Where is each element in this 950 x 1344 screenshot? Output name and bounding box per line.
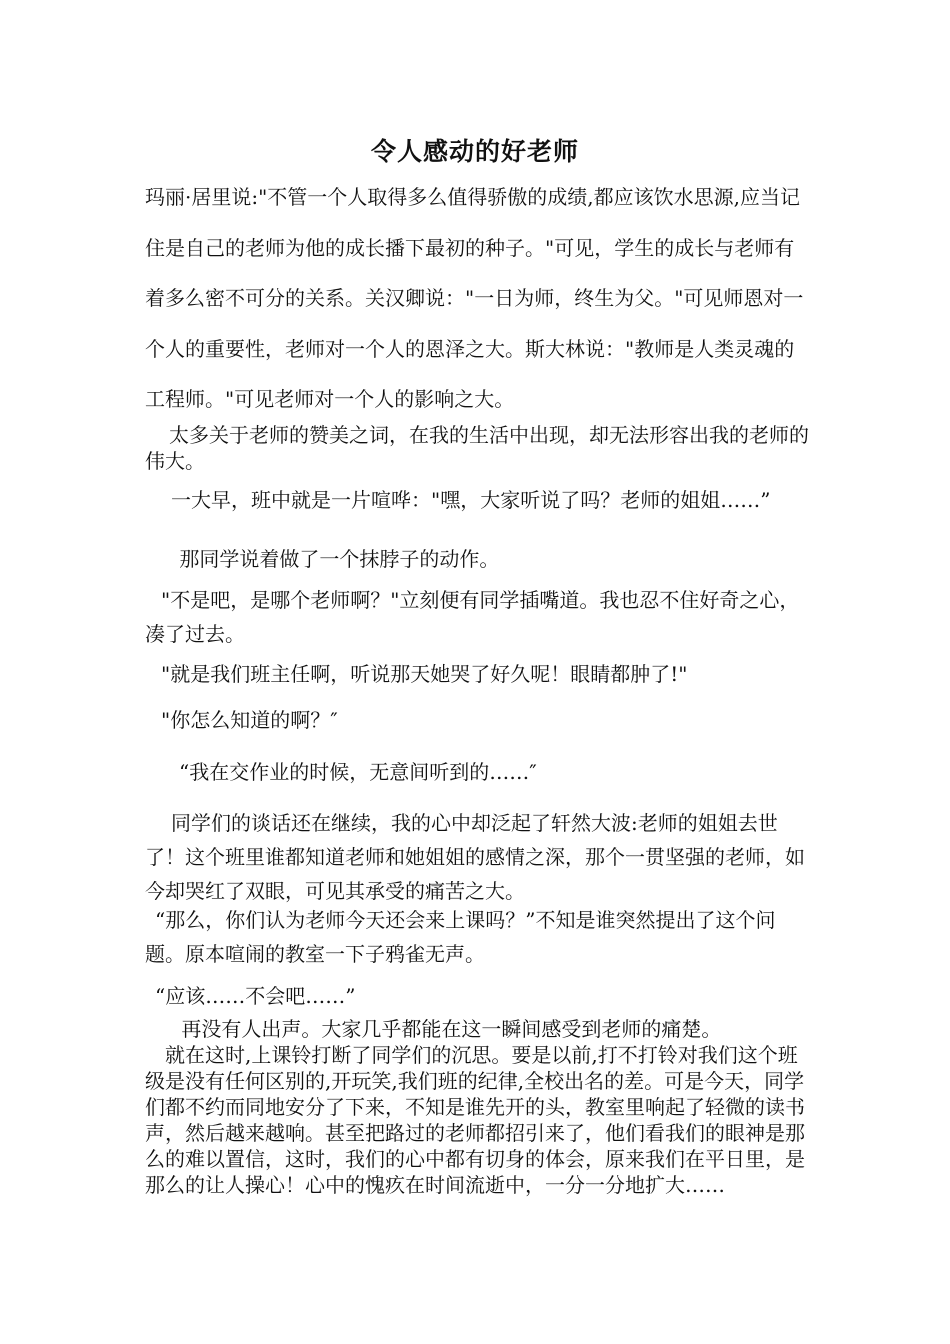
paragraph-morning: 一大早，班中就是一片喧哗："嘿，大家听说了吗？老师的姐姐……”: [151, 488, 771, 512]
paragraph-praise: 太多关于老师的赞美之词，在我的生活中出现，却无法形容出我的老师的伟大。: [145, 423, 809, 473]
paragraph-gesture: 那同学说着做了一个抹脖子的动作。: [153, 547, 500, 571]
paragraph-shock: 同学们的谈话还在继续，我的心中却泛起了轩然大波:老师的姐姐去世了！这个班里谁都知道老师和她姐姐的感情之深，那个一贯坚强的老师，如今却哭红了双眼，可见其承受的痛苦之大。: [145, 811, 805, 903]
document-title: 令人感动的好老师: [370, 137, 579, 166]
paragraph-question: “那么，你们认为老师今天还会来上课吗？”不知是谁突然提出了这个问题。原本喧闹的教室一下子鸦雀无声。: [145, 908, 776, 966]
paragraph-interject: "不是吧，是哪个老师啊？"立刻便有同学插嘴道。我也忍不住好奇之心，凑了过去。: [145, 588, 800, 646]
paragraph-quotes: 玛丽·居里说:"不管一个人取得多么值得骄傲的成绩,都应该饮水思源,应当记住是自己的老师为他的成长播下最初的种子。"可见，学生的成长与老师有着多么密不可分的关系。关汉卿说："一日为师，终生为父。"可见师恩对一个人的重要性，老师对一个人的恩泽之大。斯大林说："教师是人类灵魂的工程师。"可见老师对一个人的影响之大。: [145, 185, 804, 411]
paragraph-overheard: “我在交作业的时候，无意间听到的……″: [159, 760, 537, 784]
paragraph-bell: 就在这时,上课铃打断了同学们的沉思。要是以前,打不打铃对我们这个班级是没有任何区别的,开玩笑,我们班的纪律,全校出名的差。可是今天，同学们都不约而同地安分了下来，不知是谁先开的头，教室里响起了轻微的读书声，然后越来越响。甚至把路过的老师都招引来了，他们看我们的眼神是那么的难以置信，这时，我们的心中都有切身的体会，原来我们在平日里，是那么的让人操心！心中的愧疚在时间流逝中，一分一分地扩大……: [145, 1043, 805, 1197]
paragraph-head-teacher: "就是我们班主任啊，听说那天她哭了好久呢！眼睛都肿了!": [161, 662, 688, 686]
paragraph-should-not: “应该……不会吧……”: [155, 984, 356, 1008]
paragraph-silence: 再没有人出声。大家几乎都能在这一瞬间感受到老师的痛楚。: [155, 1017, 722, 1041]
paragraph-how-know: "你怎么知道的啊？″: [161, 708, 338, 732]
